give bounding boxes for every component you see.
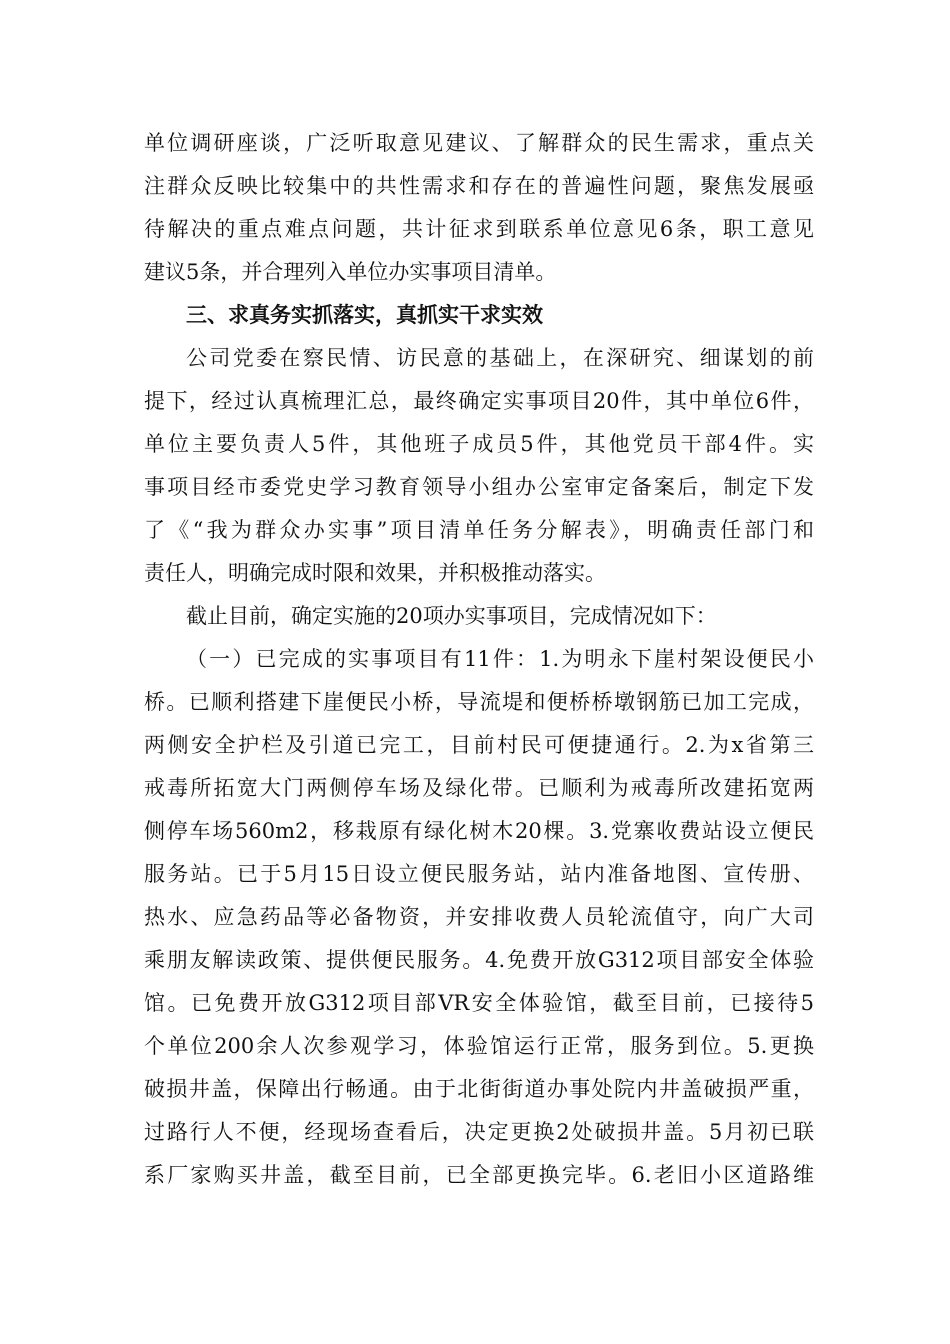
paragraph-line: 单位调研座谈，广泛听取意见建议、了解群众的民生需求，重点关 — [144, 131, 814, 155]
paragraph-line: 个单位200余人次参观学习，体验馆运行正常，服务到位。5.更换 — [144, 1034, 814, 1058]
paragraph-line: 截止目前，确定实施的20项办实事项目，完成情况如下： — [186, 604, 717, 628]
paragraph-line: 两侧安全护栏及引道已完工，目前村民可便捷通行。2.为x省第三 — [144, 733, 814, 757]
paragraph-line: 乘朋友解读政策、提供便民服务。4.免费开放G312项目部安全体验 — [144, 948, 814, 972]
paragraph-line: 注群众反映比较集中的共性需求和存在的普遍性问题，聚焦发展亟 — [144, 174, 814, 198]
paragraph-line: 建议5条，并合理列入单位办实事项目清单。 — [144, 260, 557, 284]
paragraph-line: 系厂家购买井盖，截至目前，已全部更换完毕。6.老旧小区道路维 — [144, 1163, 814, 1187]
paragraph-line: 戒毒所拓宽大门两侧停车场及绿化带。已顺利为戒毒所改建拓宽两 — [144, 776, 814, 800]
paragraph-line: 待解决的重点难点问题，共计征求到联系单位意见6条，职工意见 — [144, 217, 814, 241]
paragraph-line: （一）已完成的实事项目有11件：1.为明永下崖村架设便民小 — [186, 647, 814, 671]
paragraph-line: 服务站。已于5月15日设立便民服务站，站内准备地图、宣传册、 — [144, 862, 814, 886]
paragraph-line: 破损井盖，保障出行畅通。由于北街街道办事处院内井盖破损严重， — [144, 1077, 814, 1101]
paragraph-line: 侧停车场560m2，移栽原有绿化树木20棵。3.党寨收费站设立便民 — [144, 819, 814, 843]
paragraph-line: 热水、应急药品等必备物资，并安排收费人员轮流值守，向广大司 — [144, 905, 814, 929]
paragraph-line: 提下，经过认真梳理汇总，最终确定实事项目20件，其中单位6件， — [144, 389, 814, 413]
paragraph-line: 责任人，明确完成时限和效果，并积极推动落实。 — [144, 561, 606, 585]
paragraph-line: 事项目经市委党史学习教育领导小组办公室审定备案后，制定下发 — [144, 475, 814, 499]
section-heading: 三、求真务实抓落实，真抓实干求实效 — [186, 303, 543, 327]
paragraph-line: 过路行人不便，经现场查看后，决定更换2处破损井盖。5月初已联 — [144, 1120, 814, 1144]
paragraph-line: 单位主要负责人5件，其他班子成员5件，其他党员干部4件。实 — [144, 432, 814, 456]
paragraph-line: 桥。已顺利搭建下崖便民小桥，导流堤和便桥桥墩钢筋已加工完成， — [144, 690, 814, 714]
paragraph-line: 公司党委在察民情、访民意的基础上，在深研究、细谋划的前 — [186, 346, 814, 370]
paragraph-line: 馆。已免费开放G312项目部VR安全体验馆，截至目前，已接待5 — [144, 991, 814, 1015]
paragraph-line: 了《“我为群众办实事”项目清单任务分解表》，明确责任部门和 — [144, 518, 814, 542]
